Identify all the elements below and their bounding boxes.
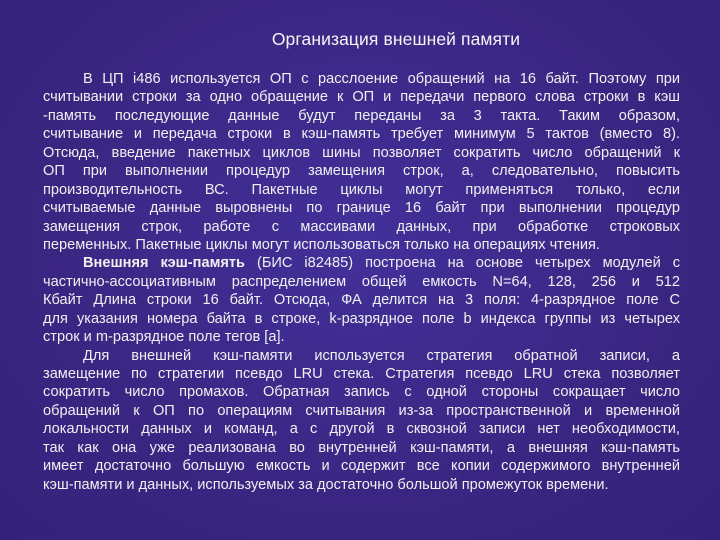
body-line: так как она уже реализована во внутренней кэш-памяти, а внешняя кэш-память	[43, 439, 680, 456]
body-line: считываемые данные выровнены по границе 16 байт при выполнении процедур	[43, 200, 680, 217]
body-line: частично-ассоциативным распределением общей емкость N=64, 128, 256 и 512	[43, 273, 680, 290]
body-line: обращений к ОП по операциям считывания из-за пространственной и временной	[43, 402, 680, 419]
body-line: считывании строки за одно обращение к ОП и передачи первого слова строки в кэш	[43, 89, 680, 106]
slide-body	[43, 70, 680, 494]
body-line: переменных. Пакетные циклы могут использоваться только на операциях чтения.	[43, 236, 600, 253]
body-line: Для внешней кэш-памяти используется стратегия обратной записи, а	[83, 347, 680, 364]
body-line: для указания номера байта в строке, k-разрядное поле b индекса группы из четырех	[43, 310, 680, 327]
body-line	[43, 254, 680, 272]
body-line: -память последующие данные будут переданы за 3 такта. Таким образом,	[43, 107, 680, 124]
term-external-cache: Внешняя кэш-память	[83, 255, 246, 272]
body-line: ОП при выполнении процедур замещения строк, а, следовательно, повысить	[43, 163, 680, 180]
body-line: считывание и передача строки в кэш-память требует минимум 5 тактов (вместо 8).	[43, 126, 680, 143]
slide-title: Организация внешней памяти	[271, 29, 521, 49]
body-line: сократить число промахов. Обратная запись с одной стороны сокращает число	[43, 384, 680, 401]
body-line: кэш-памяти и данных, используемых за достаточно большой промежуток времени.	[43, 476, 609, 493]
body-line: строк и m-разрядное поле тегов [a].	[43, 329, 285, 346]
body-line: имеет достаточно большую емкость и содержит все копии содержимого внутренней	[43, 458, 680, 475]
body-line-rest: (БИС i82485) построена на основе четырех модулей с	[245, 255, 680, 272]
body-line: замещение по стратегии псевдо LRU стека. Стратегия псевдо LRU стека позволяет	[43, 366, 680, 382]
body-line: Кбайт Длина строки 16 байт. Отсюда, ФА делится на 3 поля: 4-разрядное поле С	[43, 292, 680, 309]
body-line: В ЦП i486 используется ОП с расслоение обращений на 16 байт. Поэтому при	[83, 71, 680, 87]
body-line: Отсюда, введение пакетных циклов шины позволяет сократить число обращений к	[43, 144, 680, 161]
body-line: локальности данных и команд, а с другой в сквозной записи нет необходимости,	[43, 421, 680, 438]
body-line: замещения строк, работе с массивами данных, при обработке строковых	[43, 218, 680, 235]
body-line: производительность ВС. Пакетные циклы могут применяться только, если	[43, 181, 680, 198]
